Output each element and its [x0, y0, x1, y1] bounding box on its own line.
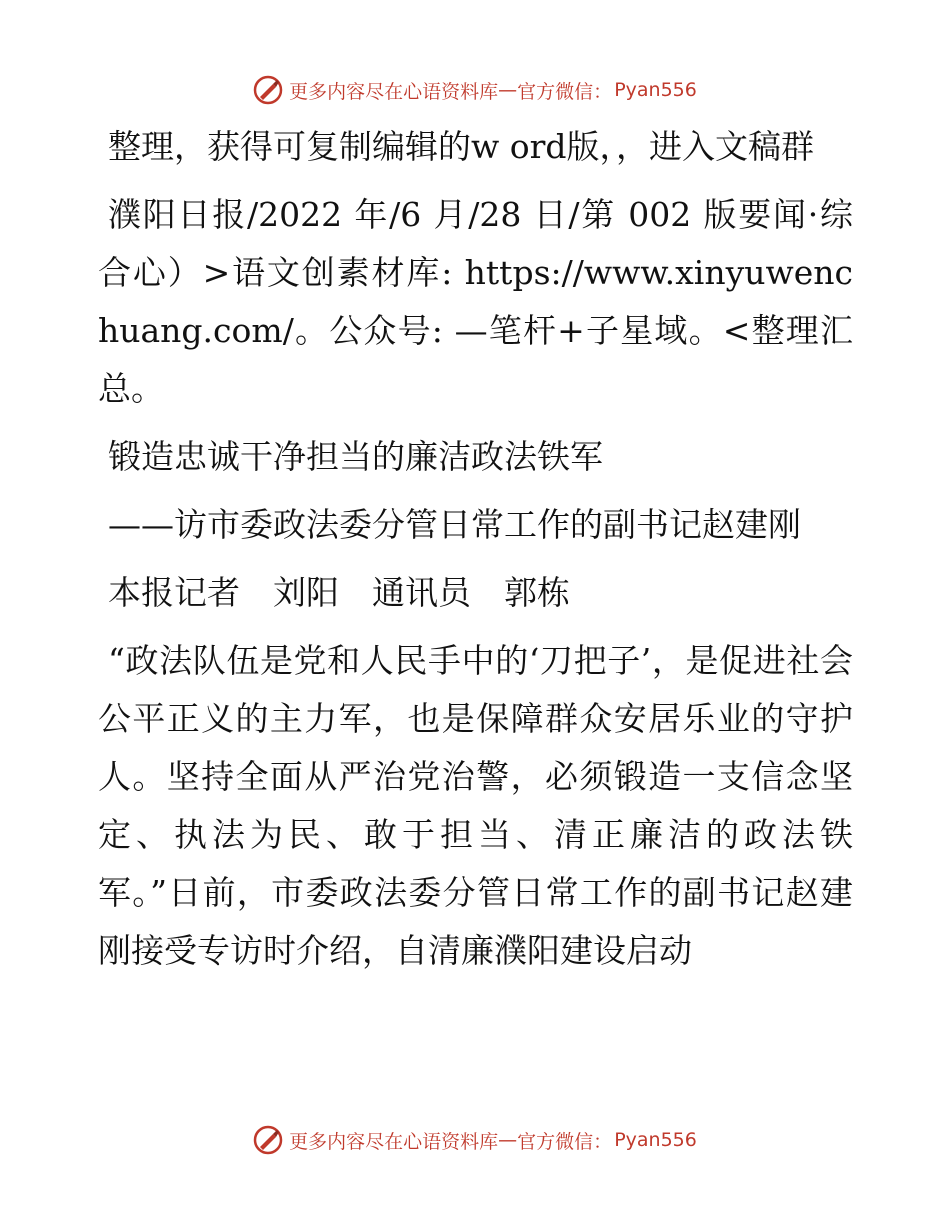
article-subtitle: ——访市委政法委分管日常工作的副书记赵建刚 [108, 505, 801, 544]
pen-logo-icon [253, 1125, 283, 1155]
intro-note: 整理，获得可复制编辑的w ord版，，进入文稿群 [108, 127, 815, 166]
banner-wechat-id: Pyan556 [614, 1129, 697, 1151]
banner-text: 更多内容尽在心语资料库 [289, 80, 499, 103]
source-line: 濮阳日报/2022 年/6 月/28 日/第 002 版要闻·综合心）>语文创素材库: https://www.xinyuwenchuang.com/。公众号: —笔杆+子星域。<整理汇总。 [98, 195, 853, 408]
banner-text: 更多内容尽在心语资料库 [289, 1130, 499, 1153]
header-banner [0, 70, 950, 110]
banner-wechat-label: 官方微信： [517, 1130, 613, 1153]
banner-wechat-id: Pyan556 [614, 79, 697, 101]
document-body [98, 118, 853, 990]
pen-logo-icon [253, 75, 283, 105]
article-title: 锻造忠诚干净担当的廉洁政法铁军 [108, 437, 603, 476]
footer-banner [0, 1120, 950, 1160]
byline: 本报记者 刘阳 通讯员 郭栋 [108, 573, 570, 612]
banner-separator: — [498, 1129, 518, 1151]
banner-separator: — [498, 79, 518, 101]
banner-wechat-label: 官方微信： [517, 80, 613, 103]
body-paragraph: “政法队伍是党和人民手中的‘刀把子’，是促进社会公平正义的主力军，也是保障群众安居乐业的守护人。坚持全面从严治党治警，必须锻造一支信念坚定、执法为民、敢于担当、清正廉洁的政法铁军。”日前，市委政法委分管日常工作的副书记赵建刚接受专访时介绍，自清廉濮阳建设启动 [98, 641, 853, 970]
